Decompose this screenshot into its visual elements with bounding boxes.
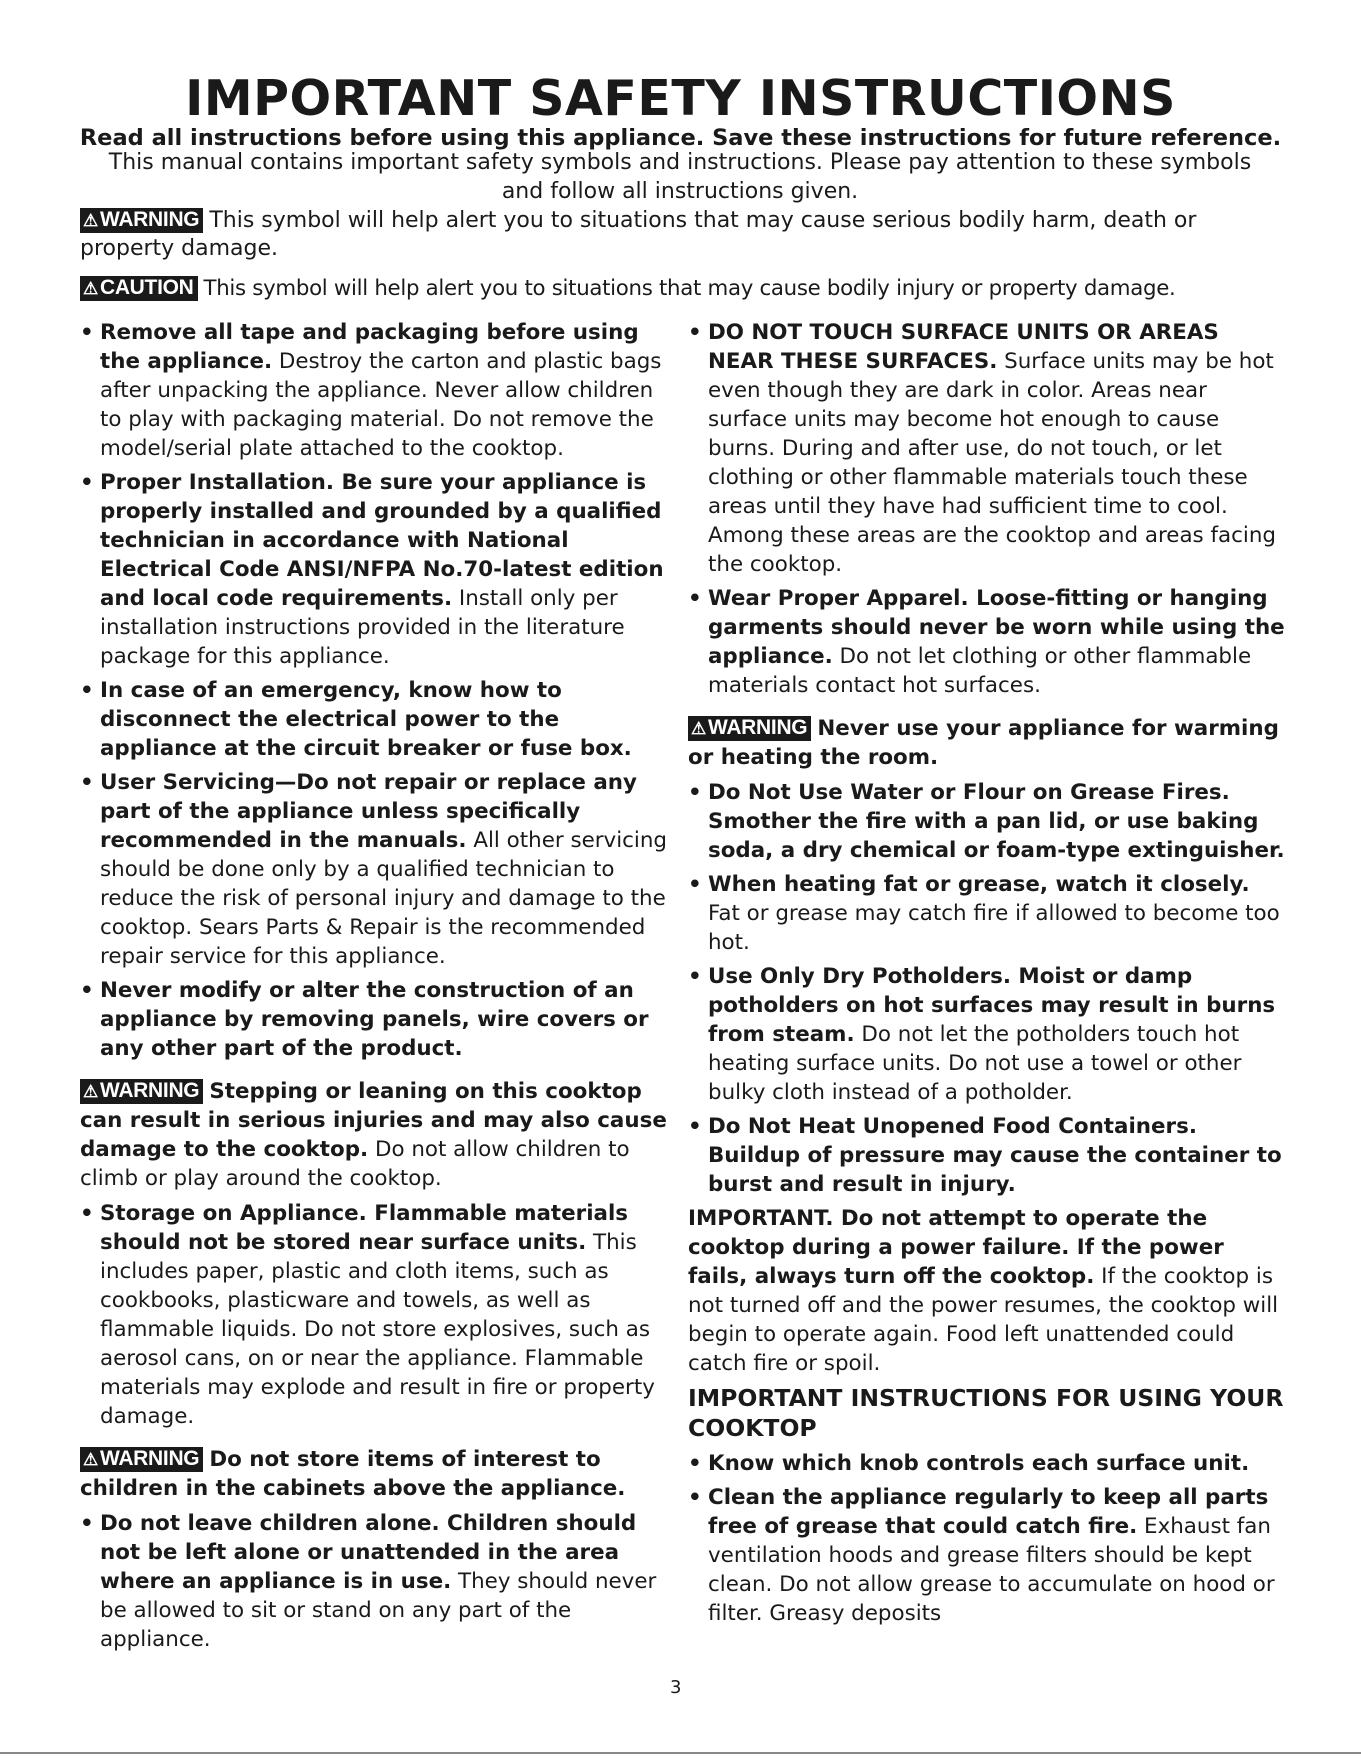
bullet-icon: • bbox=[80, 320, 94, 345]
warning-paragraph: ⚠WARNING Stepping or leaning on this cooktop can result in serious injuries and may also cause damage to the cooktop. Do not allow children to climb or play around the cooktop. bbox=[80, 1079, 667, 1191]
right-column bbox=[688, 318, 1288, 1633]
list-item: • Use Only Dry Potholders. Moist or damp potholders on hot surfaces may result in burns from steam. Do not let the potholders touch hot heating surface units. Do not use a towel or other bulky cloth instead of a potholder. bbox=[688, 964, 1276, 1105]
warning-symbol-text: This symbol will help alert you to situations that may cause serious bodily harm, death or property damage. bbox=[80, 208, 1197, 261]
bullet-icon: • bbox=[80, 470, 94, 495]
bullet-icon: • bbox=[688, 1485, 702, 1510]
important-paragraph: IMPORTANT. Do not attempt to operate the cooktop during a power failure. If the power fails, always turn off the cooktop. If the cooktop is not turned off and the power resumes, the cooktop will begin to operate again. Food left unattended could catch fire or spoil. bbox=[688, 1206, 1279, 1376]
bullet-icon: • bbox=[688, 964, 702, 989]
warning-symbol-explanation bbox=[80, 207, 1280, 263]
warning-triangle-icon: ⚠ bbox=[83, 1450, 98, 1469]
list-item: • When heating fat or grease, watch it closely. Fat or grease may catch fire if allowed to become too hot. bbox=[688, 872, 1280, 955]
bullet-icon: • bbox=[688, 780, 702, 805]
warning-triangle-icon: ⚠ bbox=[83, 1082, 98, 1101]
page-subtitle: Read all instructions before using this appliance. Save these instructions for future reference. bbox=[79, 125, 1282, 151]
warning-paragraph: ⚠WARNING Do not store items of interest to children in the cabinets above the appliance. bbox=[80, 1447, 626, 1501]
list-item: • DO NOT TOUCH SURFACE UNITS OR AREAS NEAR THESE SURFACES. Surface units may be hot even though they are dark in color. Areas near surface units may become hot enough to cause burns. During and after use, do not touch, or let clothing or other flammable materials touch these areas until they have had sufficient time to cool. Among these areas are the cooktop and areas facing the cooktop. bbox=[688, 320, 1276, 577]
warning-badge: ⚠WARNING bbox=[80, 1447, 203, 1472]
list-item: • Remove all tape and packaging before using the appliance. Destroy the carton and plastic bags after unpacking the appliance. Never allow children to play with packaging material. Do not remove the model/serial plate attached to the cooktop. bbox=[80, 320, 662, 461]
page-title: IMPORTANT SAFETY INSTRUCTIONS bbox=[185, 70, 1176, 127]
intro-text: This manual contains important safety symbols and instructions. Please pay attention to these symbols and follow all instructions given. bbox=[108, 150, 1252, 204]
caution-symbol-explanation bbox=[80, 275, 1280, 303]
bullet-icon: • bbox=[688, 320, 702, 345]
list-item: • Never modify or alter the construction of an appliance by removing panels, wire covers or any other part of the product. bbox=[80, 978, 649, 1061]
list-item: • Do Not Heat Unopened Food Containers. Buildup of pressure may cause the container to burst and result in injury. bbox=[688, 1114, 1282, 1197]
section-heading: IMPORTANT INSTRUCTIONS FOR USING YOUR COOKTOP bbox=[688, 1384, 1284, 1442]
warning-badge: ⚠WARNING bbox=[688, 716, 811, 741]
bullet-icon: • bbox=[688, 1114, 702, 1139]
list-item: • Wear Proper Apparel. Loose-fitting or hanging garments should never be worn while using the appliance. Do not let clothing or other flammable materials contact hot surfaces. bbox=[688, 586, 1285, 698]
bullet-icon: • bbox=[688, 586, 702, 611]
bullet-icon: • bbox=[80, 1201, 94, 1226]
list-item: • Clean the appliance regularly to keep all parts free of grease that could catch fire. Exhaust fan ventilation hoods and grease filters should be kept clean. Do not allow grease to accumulate on hood or filter. Greasy deposits bbox=[688, 1485, 1275, 1626]
bullet-icon: • bbox=[688, 872, 702, 897]
list-item: • Know which knob controls each surface unit. bbox=[688, 1451, 1250, 1476]
warning-triangle-icon: ⚠ bbox=[83, 279, 98, 298]
caution-badge: ⚠CAUTION bbox=[80, 276, 198, 301]
bullet-icon: • bbox=[80, 978, 94, 1003]
bullet-icon: • bbox=[80, 678, 94, 703]
warning-paragraph: ⚠WARNING Never use your appliance for warming or heating the room. bbox=[688, 716, 1279, 770]
list-item: • Storage on Appliance. Flammable materials should not be stored near surface units. This includes paper, plastic and cloth items, such as cookbooks, plasticware and towels, as well as flammable liquids. Do not store explosives, such as aerosol cans, on or near the appliance. Flammable materials may explode and result in fire or property damage. bbox=[80, 1201, 655, 1429]
warning-badge: ⚠WARNING bbox=[80, 208, 203, 233]
warning-badge: ⚠WARNING bbox=[80, 1079, 203, 1104]
warning-triangle-icon: ⚠ bbox=[83, 211, 98, 230]
list-item: • Do Not Use Water or Flour on Grease Fires. Smother the fire with a pan lid, or use baking soda, a dry chemical or foam-type extinguisher. bbox=[688, 780, 1285, 863]
bullet-icon: • bbox=[80, 770, 94, 795]
list-item: • Proper Installation. Be sure your appliance is properly installed and grounded by a qualified technician in accordance with National Electrical Code ANSI/NFPA No.70-latest edition and local code requirements. Install only per installation instructions provided in the literature package for this appliance. bbox=[80, 470, 664, 669]
list-item: • In case of an emergency, know how to disconnect the electrical power to the appliance at the circuit breaker or fuse box. bbox=[80, 678, 632, 761]
page-number: 3 bbox=[670, 1677, 682, 1698]
bullet-icon: • bbox=[80, 1511, 94, 1536]
warning-triangle-icon: ⚠ bbox=[691, 719, 706, 738]
bottom-rule bbox=[0, 1752, 1361, 1754]
list-item: • User Servicing—Do not repair or replace any part of the appliance unless specifically recommended in the manuals. All other servicing should be done only by a qualified technician to reduce the risk of personal injury and damage to the cooktop. Sears Parts & Repair is the recommended repair service for this appliance. bbox=[80, 770, 667, 969]
list-item: • Do not leave children alone. Children should not be left alone or unattended in the area where an appliance is in use. They should never be allowed to sit or stand on any part of the appliance. bbox=[80, 1511, 657, 1652]
caution-symbol-text: This symbol will help alert you to situations that may cause bodily injury or property damage. bbox=[203, 276, 1176, 301]
bullet-icon: • bbox=[688, 1451, 702, 1476]
left-column bbox=[80, 318, 670, 1659]
